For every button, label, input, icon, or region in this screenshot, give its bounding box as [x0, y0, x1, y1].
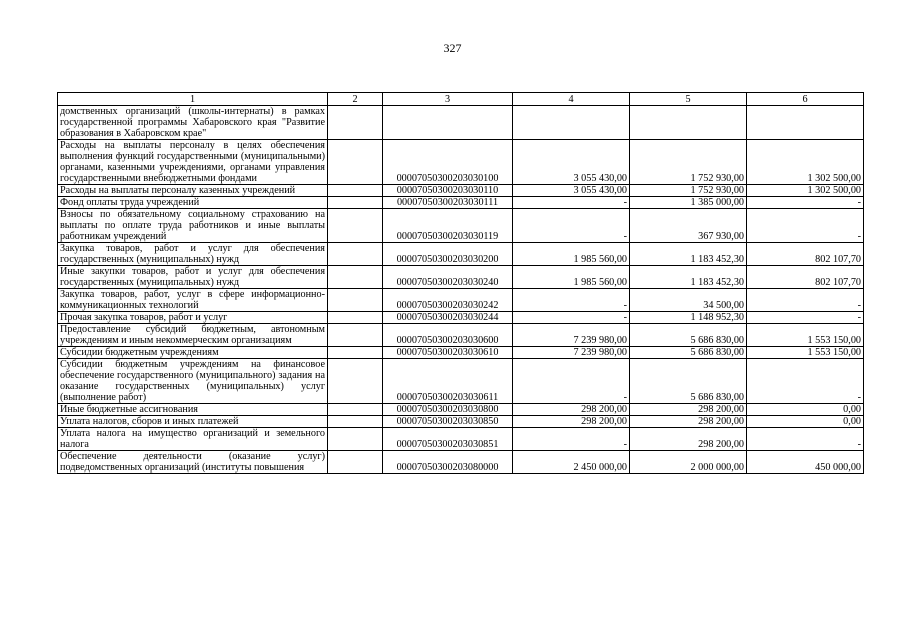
row-code-cell: 00007050300203030119: [383, 209, 513, 243]
row-value-col5-cell: 1 183 452,30: [630, 266, 747, 289]
row-value-col4-cell: 1 985 560,00: [513, 243, 630, 266]
row-code-cell: 00007050300203030800: [383, 404, 513, 416]
header-col-6: 6: [747, 93, 864, 106]
row-value-col6-cell: 1 553 150,00: [747, 347, 864, 359]
row-value-col4-cell: [513, 106, 630, 140]
row-value-col5-cell: 1 183 452,30: [630, 243, 747, 266]
row-value-col6-cell: 802 107,70: [747, 266, 864, 289]
row-code-cell: 00007050300203030110: [383, 185, 513, 197]
row-col2-cell: [328, 416, 383, 428]
row-code-cell: 00007050300203030240: [383, 266, 513, 289]
table-row: [58, 185, 864, 197]
row-name-cell: Предоставление субсидий бюджетным, автономным учреждениям и иным некоммерческим организациям: [58, 324, 328, 347]
table-row: [58, 266, 864, 289]
row-name-cell: Взносы по обязательному социальному страхованию на выплаты по оплате труда работников и иные выплаты работникам учреждений: [58, 209, 328, 243]
row-value-col6-cell: -: [747, 359, 864, 404]
row-col2-cell: [328, 197, 383, 209]
row-value-col4-cell: -: [513, 289, 630, 312]
row-col2-cell: [328, 266, 383, 289]
row-name-cell: Субсидии бюджетным учреждениям: [58, 347, 328, 359]
header-col-2: 2: [328, 93, 383, 106]
row-value-col4-cell: 2 450 000,00: [513, 451, 630, 474]
row-col2-cell: [328, 243, 383, 266]
row-value-col5-cell: 5 686 830,00: [630, 359, 747, 404]
row-value-col6-cell: -: [747, 289, 864, 312]
table-row: [58, 324, 864, 347]
row-value-col6-cell: -: [747, 197, 864, 209]
row-value-col5-cell: 298 200,00: [630, 404, 747, 416]
row-col2-cell: [328, 209, 383, 243]
row-value-col5-cell: 5 686 830,00: [630, 347, 747, 359]
table-row: [58, 243, 864, 266]
row-name-cell: домственных организаций (школы-интернаты) в рамках государственной программы Хабаровского края "Развитие образования в Хабаровском крае": [58, 106, 328, 140]
table-row: [58, 312, 864, 324]
row-name-cell: Расходы на выплаты персоналу в целях обеспечения выполнения функций государственными (муниципальными) органами, казенными учреждениями, органами управления государственными внебюджетными фондами: [58, 140, 328, 185]
row-col2-cell: [328, 347, 383, 359]
header-col-1: 1: [58, 93, 328, 106]
table-row: [58, 106, 864, 140]
row-value-col4-cell: 3 055 430,00: [513, 185, 630, 197]
row-value-col5-cell: 1 752 930,00: [630, 185, 747, 197]
table-row: [58, 359, 864, 404]
row-name-cell: Фонд оплаты труда учреждений: [58, 197, 328, 209]
row-value-col5-cell: [630, 106, 747, 140]
row-col2-cell: [328, 312, 383, 324]
row-name-cell: Расходы на выплаты персоналу казенных учреждений: [58, 185, 328, 197]
row-code-cell: 00007050300203030600: [383, 324, 513, 347]
row-value-col6-cell: 1 302 500,00: [747, 140, 864, 185]
table-row: [58, 197, 864, 209]
row-name-cell: Уплата налогов, сборов и иных платежей: [58, 416, 328, 428]
row-col2-cell: [328, 428, 383, 451]
row-name-cell: Обеспечение деятельности (оказание услуг) подведомственных организаций (институты повышения: [58, 451, 328, 474]
row-value-col6-cell: 1 553 150,00: [747, 324, 864, 347]
row-value-col4-cell: 1 985 560,00: [513, 266, 630, 289]
row-value-col6-cell: 450 000,00: [747, 451, 864, 474]
table-row: [58, 347, 864, 359]
table-row: [58, 451, 864, 474]
row-col2-cell: [328, 404, 383, 416]
table-row: [58, 289, 864, 312]
row-name-cell: Субсидии бюджетным учреждениям на финансовое обеспечение государственного (муниципального) задания на оказание государственных (муниципальных) услуг (выполнение работ): [58, 359, 328, 404]
row-value-col4-cell: -: [513, 209, 630, 243]
row-value-col4-cell: -: [513, 197, 630, 209]
table-row: [58, 428, 864, 451]
row-value-col5-cell: 367 930,00: [630, 209, 747, 243]
table-row: [58, 416, 864, 428]
row-value-col6-cell: 1 302 500,00: [747, 185, 864, 197]
page-number: 327: [443, 41, 462, 55]
row-value-col4-cell: 7 239 980,00: [513, 347, 630, 359]
budget-table: [57, 92, 864, 474]
row-value-col6-cell: -: [747, 312, 864, 324]
row-value-col6-cell: -: [747, 428, 864, 451]
row-value-col5-cell: 34 500,00: [630, 289, 747, 312]
row-col2-cell: [328, 289, 383, 312]
header-col-4: 4: [513, 93, 630, 106]
row-value-col5-cell: 2 000 000,00: [630, 451, 747, 474]
row-col2-cell: [328, 451, 383, 474]
row-code-cell: 00007050300203030610: [383, 347, 513, 359]
row-col2-cell: [328, 106, 383, 140]
header-col-3: 3: [383, 93, 513, 106]
row-col2-cell: [328, 185, 383, 197]
row-name-cell: Закупка товаров, работ и услуг для обеспечения государственных (муниципальных) нужд: [58, 243, 328, 266]
row-value-col5-cell: 1 148 952,30: [630, 312, 747, 324]
row-value-col4-cell: -: [513, 312, 630, 324]
row-col2-cell: [328, 140, 383, 185]
row-code-cell: 00007050300203030111: [383, 197, 513, 209]
row-value-col5-cell: 298 200,00: [630, 428, 747, 451]
table-row: [58, 404, 864, 416]
row-value-col4-cell: 7 239 980,00: [513, 324, 630, 347]
row-code-cell: 00007050300203030851: [383, 428, 513, 451]
table-row: [58, 140, 864, 185]
row-col2-cell: [328, 324, 383, 347]
row-code-cell: [383, 106, 513, 140]
row-name-cell: Прочая закупка товаров, работ и услуг: [58, 312, 328, 324]
row-value-col5-cell: 1 385 000,00: [630, 197, 747, 209]
row-value-col4-cell: 298 200,00: [513, 404, 630, 416]
row-value-col6-cell: 802 107,70: [747, 243, 864, 266]
row-value-col5-cell: 298 200,00: [630, 416, 747, 428]
row-code-cell: 00007050300203030850: [383, 416, 513, 428]
row-value-col5-cell: 1 752 930,00: [630, 140, 747, 185]
table-header-row: [58, 93, 864, 106]
row-value-col6-cell: 0,00: [747, 416, 864, 428]
row-code-cell: 00007050300203080000: [383, 451, 513, 474]
row-value-col6-cell: -: [747, 209, 864, 243]
row-value-col4-cell: -: [513, 359, 630, 404]
row-value-col6-cell: [747, 106, 864, 140]
budget-table-body: [58, 93, 864, 474]
row-value-col4-cell: 3 055 430,00: [513, 140, 630, 185]
row-name-cell: Уплата налога на имущество организаций и земельного налога: [58, 428, 328, 451]
row-code-cell: 00007050300203030244: [383, 312, 513, 324]
row-name-cell: Закупка товаров, работ, услуг в сфере информационно-коммуникационных технологий: [58, 289, 328, 312]
row-value-col6-cell: 0,00: [747, 404, 864, 416]
header-col-5: 5: [630, 93, 747, 106]
row-code-cell: 00007050300203030100: [383, 140, 513, 185]
row-value-col4-cell: -: [513, 428, 630, 451]
table-row: [58, 209, 864, 243]
row-code-cell: 00007050300203030200: [383, 243, 513, 266]
row-name-cell: Иные закупки товаров, работ и услуг для обеспечения государственных (муниципальных) нужд: [58, 266, 328, 289]
row-value-col4-cell: 298 200,00: [513, 416, 630, 428]
row-code-cell: 00007050300203030611: [383, 359, 513, 404]
row-code-cell: 00007050300203030242: [383, 289, 513, 312]
row-value-col5-cell: 5 686 830,00: [630, 324, 747, 347]
row-col2-cell: [328, 359, 383, 404]
row-name-cell: Иные бюджетные ассигнования: [58, 404, 328, 416]
